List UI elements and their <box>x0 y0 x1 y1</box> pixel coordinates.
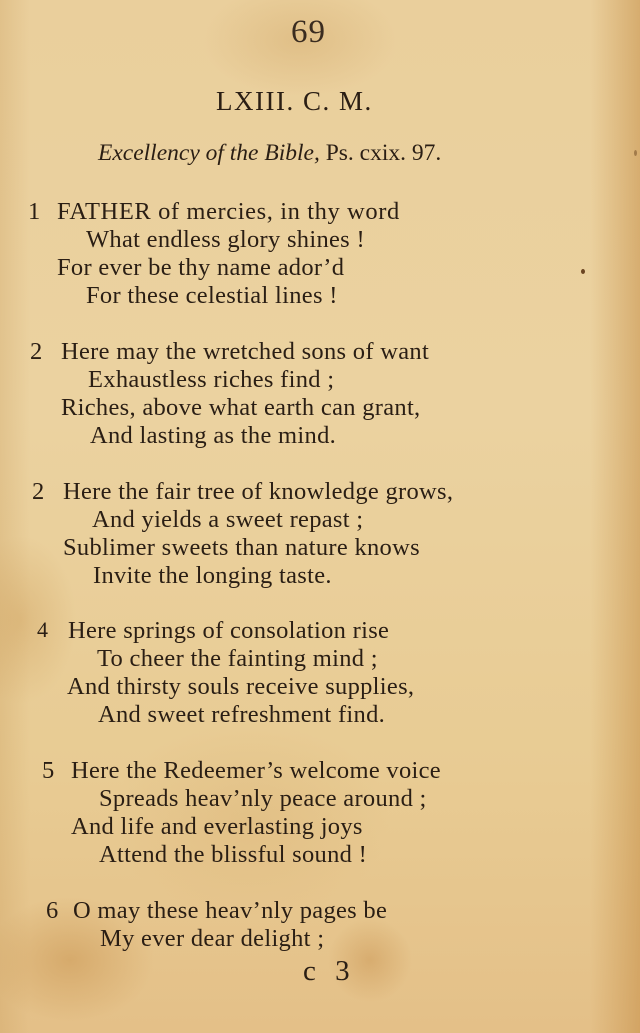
stanza-number: 6 <box>46 897 59 924</box>
verse-line: Here springs of consolation rise <box>68 617 390 644</box>
verse-line: Sublimer sweets than nature knows <box>63 534 420 561</box>
verse-line: And sweet refreshment find. <box>98 701 386 728</box>
stanza-number: 2 <box>30 338 43 365</box>
verse-line: For ever be thy name ador’d <box>57 254 345 281</box>
verse-line: And lasting as the mind. <box>90 422 337 449</box>
verse-line: And yields a sweet repast ; <box>92 506 364 533</box>
verse-line: For these celestial lines ! <box>86 282 338 309</box>
verse-line: And thirsty souls receive supplies, <box>67 673 415 700</box>
verse-line: Exhaustless riches find ; <box>88 366 335 393</box>
verse-line: My ever dear delight ; <box>100 925 325 952</box>
scripture-reference: Ps. cxix. 97. <box>319 140 442 166</box>
verse-line: FATHER of mercies, in thy word <box>57 198 400 225</box>
stanza-number: 1 <box>28 198 41 225</box>
stanza-number: 5 <box>42 757 55 784</box>
verse-line: Invite the longing taste. <box>93 562 332 589</box>
verse-line: What endless glory shines ! <box>86 226 365 253</box>
verse-line: Here the Redeemer’s welcome voice <box>71 757 441 784</box>
hymn-subtitle <box>98 140 441 167</box>
verse-line: Here the fair tree of knowledge grows, <box>63 478 454 505</box>
verse-line: O may these heav’nly pages be <box>73 897 388 924</box>
stanza-number: 4 <box>37 617 48 642</box>
printer-signature-mark: c 3 <box>303 955 356 987</box>
stanza-number: 2 <box>32 478 45 505</box>
hymn-title: LXIII. C. M. <box>216 86 373 116</box>
verse-line: Spreads heav’nly peace around ; <box>99 785 427 812</box>
page-number: 69 <box>291 14 326 50</box>
paper-speck <box>581 269 585 274</box>
paper-speck <box>634 150 637 156</box>
verse-line: And life and everlasting joys <box>71 813 363 840</box>
verse-line: Attend the blissful sound ! <box>99 841 368 868</box>
verse-line: Riches, above what earth can grant, <box>61 394 421 421</box>
verse-line: Here may the wretched sons of want <box>61 338 430 365</box>
subtitle-theme: Excellency of the Bible, <box>98 140 320 166</box>
verse-line: To cheer the fainting mind ; <box>97 645 378 672</box>
